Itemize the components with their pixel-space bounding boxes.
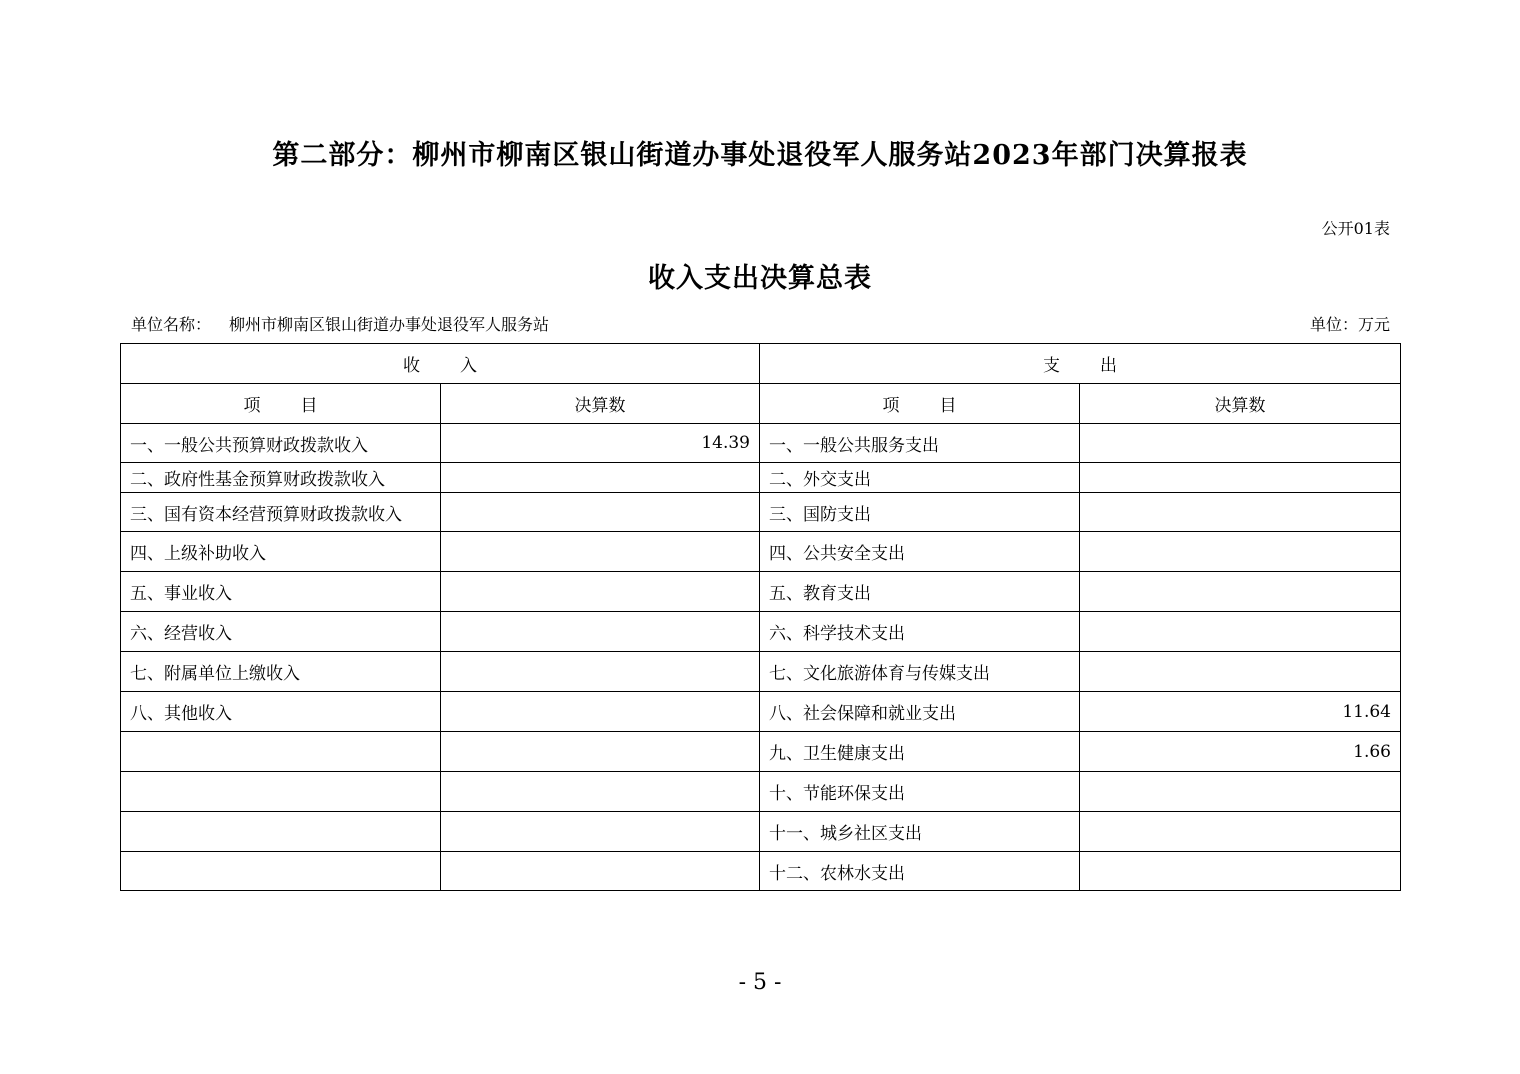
income-amount-cell: 14.39 <box>441 424 760 463</box>
expense-item-cell: 十、节能环保支出 <box>760 772 1080 812</box>
income-section-header <box>121 344 760 384</box>
income-amount-header: 决算数 <box>441 384 760 424</box>
item-header-char-2: 目 <box>300 396 318 416</box>
table-row <box>121 493 1401 532</box>
expense-item-cell: 四、公共安全支出 <box>760 532 1080 572</box>
income-amount-cell <box>441 812 760 852</box>
table-title: 收入支出决算总表 <box>648 263 872 294</box>
income-item-cell <box>121 772 441 812</box>
income-item-cell <box>121 812 441 852</box>
income-amount-cell <box>441 463 760 493</box>
table-row <box>121 612 1401 652</box>
expense-amount-cell <box>1080 772 1401 812</box>
expense-amount-cell <box>1080 424 1401 463</box>
table-row <box>121 812 1401 852</box>
expense-item-cell: 一、一般公共服务支出 <box>760 424 1080 463</box>
expense-item-cell: 二、外交支出 <box>760 463 1080 493</box>
table-row <box>121 572 1401 612</box>
income-header-char-2: 入 <box>460 356 477 376</box>
table-row <box>121 772 1401 812</box>
unit-name-label: 单位名称： <box>131 315 212 334</box>
income-item-cell: 五、事业收入 <box>121 572 441 612</box>
expense-section-header <box>760 344 1401 384</box>
income-amount-cell <box>441 532 760 572</box>
item-header-char-1: 项 <box>243 396 261 416</box>
table-row <box>121 652 1401 692</box>
unit-name-line <box>131 312 549 335</box>
currency-unit: 单位：万元 <box>1309 315 1390 334</box>
item-header-char-2: 目 <box>939 396 957 416</box>
income-item-header <box>121 384 441 424</box>
expense-item-cell: 三、国防支出 <box>760 493 1080 532</box>
income-item-cell: 六、经营收入 <box>121 612 441 652</box>
column-header-row <box>121 384 1401 424</box>
expense-amount-header: 决算数 <box>1080 384 1401 424</box>
form-number: 公开01表 <box>1321 219 1390 238</box>
expense-amount-cell <box>1080 532 1401 572</box>
income-amount-cell <box>441 732 760 772</box>
expense-item-cell: 八、社会保障和就业支出 <box>760 692 1080 732</box>
expense-amount-cell <box>1080 652 1401 692</box>
table-row <box>121 532 1401 572</box>
expense-amount-cell <box>1080 493 1401 532</box>
part-title: 第二部分：柳州市柳南区银山街道办事处退役军人服务站2023年部门决算报表 <box>272 140 1248 171</box>
table-row <box>121 463 1401 493</box>
income-header-char-1: 收 <box>403 356 420 376</box>
income-amount-cell <box>441 652 760 692</box>
income-item-cell: 四、上级补助收入 <box>121 532 441 572</box>
income-amount-cell <box>441 692 760 732</box>
income-amount-cell <box>441 612 760 652</box>
expense-item-cell: 五、教育支出 <box>760 572 1080 612</box>
expense-amount-cell <box>1080 812 1401 852</box>
income-item-cell <box>121 732 441 772</box>
expense-item-cell: 六、科学技术支出 <box>760 612 1080 652</box>
income-item-cell: 二、政府性基金预算财政拨款收入 <box>121 463 441 493</box>
table-row <box>121 692 1401 732</box>
expense-item-cell: 十二、农林水支出 <box>760 852 1080 891</box>
expense-amount-cell <box>1080 572 1401 612</box>
expense-item-header <box>760 384 1080 424</box>
income-amount-cell <box>441 493 760 532</box>
income-expense-table <box>120 343 1401 891</box>
table-row <box>121 732 1401 772</box>
page-number: - 5 - <box>738 970 782 995</box>
expense-item-cell: 十一、城乡社区支出 <box>760 812 1080 852</box>
table-row <box>121 424 1401 463</box>
unit-name-value: 柳州市柳南区银山街道办事处退役军人服务站 <box>229 315 550 334</box>
income-item-cell: 七、附属单位上缴收入 <box>121 652 441 692</box>
income-amount-cell <box>441 772 760 812</box>
expense-amount-cell <box>1080 463 1401 493</box>
expense-amount-cell: 11.64 <box>1080 692 1401 732</box>
section-header-row <box>121 344 1401 384</box>
income-item-cell: 八、其他收入 <box>121 692 441 732</box>
expense-amount-cell: 1.66 <box>1080 732 1401 772</box>
income-item-cell: 三、国有资本经营预算财政拨款收入 <box>121 493 441 532</box>
expense-header-char-1: 支 <box>1043 356 1060 376</box>
income-amount-cell <box>441 572 760 612</box>
expense-item-cell: 九、卫生健康支出 <box>760 732 1080 772</box>
income-item-cell: 一、一般公共预算财政拨款收入 <box>121 424 441 463</box>
item-header-char-1: 项 <box>882 396 900 416</box>
income-item-cell <box>121 852 441 891</box>
table-row <box>121 852 1401 891</box>
expense-item-cell: 七、文化旅游体育与传媒支出 <box>760 652 1080 692</box>
income-amount-cell <box>441 852 760 891</box>
expense-amount-cell <box>1080 852 1401 891</box>
expense-header-char-2: 出 <box>1100 356 1117 376</box>
expense-amount-cell <box>1080 612 1401 652</box>
